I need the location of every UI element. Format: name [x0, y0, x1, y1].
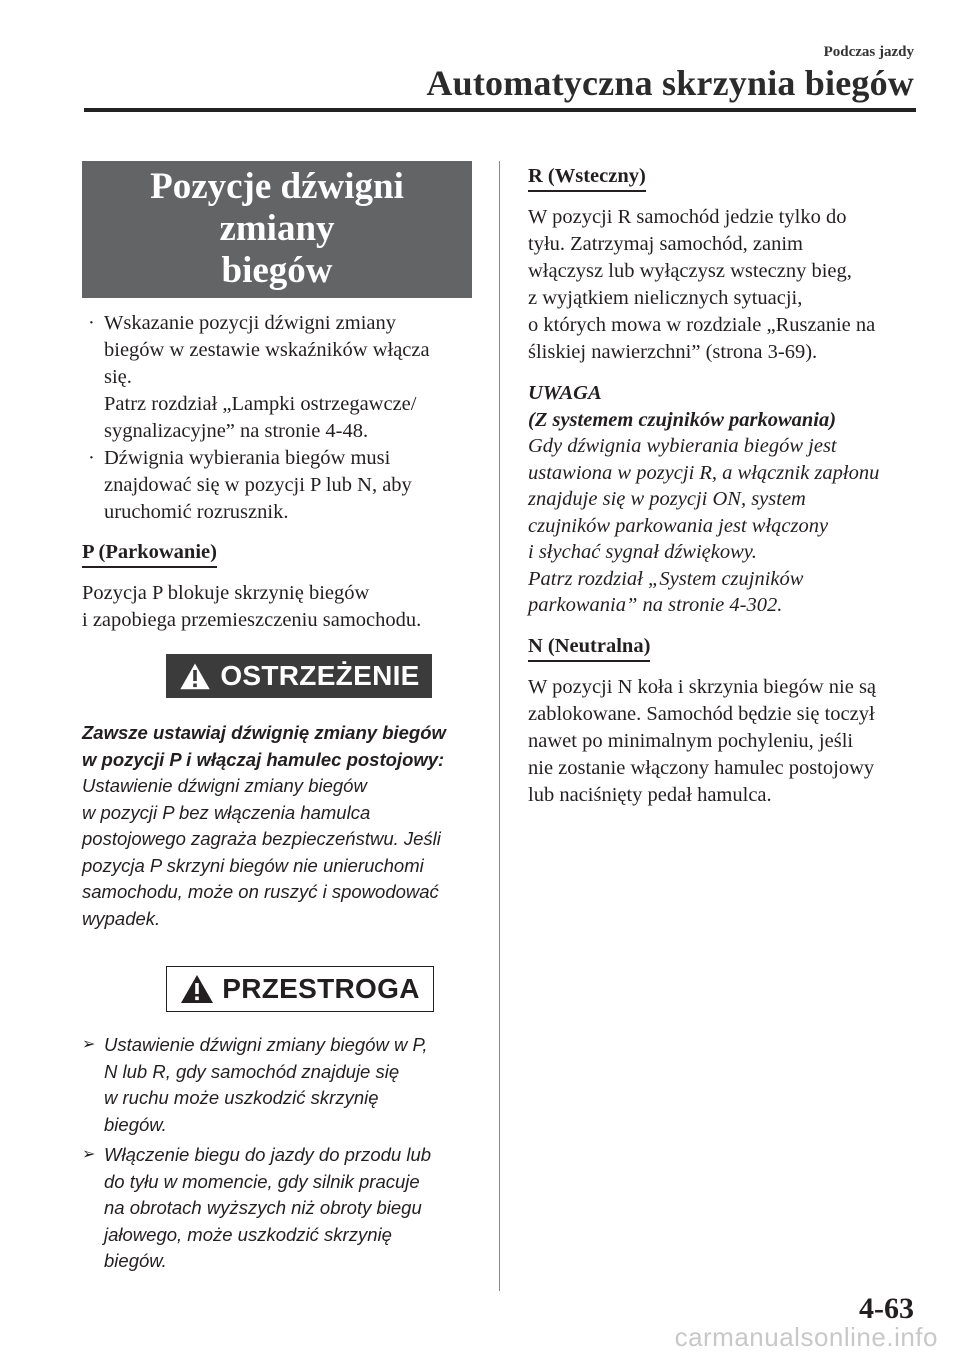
caution-item — [82, 1142, 474, 1275]
bullet-line: Dźwignia wybierania biegów musi — [104, 447, 391, 469]
warning-triangle-icon — [178, 661, 212, 691]
note-text-line: ustawiona w pozycji R, a włącznik zapłonu — [528, 461, 880, 484]
r-text-line: W pozycji R samochód jedzie tylko do — [528, 206, 847, 228]
caution-line: N lub R, gdy samochód znajduje się — [104, 1060, 400, 1082]
n-text-line: zablokowane. Samochód będzie się toczył — [528, 702, 875, 725]
n-text-line: nie zostanie włączony hamulec postojowy — [528, 756, 875, 779]
bullet-dot-icon: · — [88, 312, 95, 334]
banner-line-1: Pozycje dźwigni zmiany — [150, 166, 404, 249]
caution-label: PRZESTROGA — [222, 973, 420, 1004]
r-text-line: tyłu. Zatrzymaj samochód, zanim — [528, 233, 803, 255]
r-text-line: z wyjątkiem nielicznych sytuacji, — [528, 287, 803, 309]
caution-triangle-icon — [180, 974, 214, 1004]
left-column — [82, 161, 474, 1279]
warning-label: OSTRZEŻENIE — [220, 660, 420, 691]
warning-text-line: Ustawienie dźwigni zmiany biegów — [82, 775, 367, 796]
n-text — [528, 674, 928, 809]
caution-line: biegów. — [104, 1250, 167, 1271]
n-text-line: lub naciśnięty pedał hamulca. — [528, 783, 772, 806]
caution-line: Ustawienie dźwigni zmiany biegów w P, — [104, 1034, 428, 1055]
note-text-line: Patrz rozdział „System czujników — [528, 567, 804, 590]
warning-text-line: pozycja P skrzyni biegów nie unieruchomi — [82, 854, 424, 876]
warning-text-line: postojowego zagraża bezpieczeństwu. Jeśli — [82, 828, 441, 849]
caution-banner — [166, 966, 434, 1012]
note-text-line: Gdy dźwignia wybierania biegów jest — [528, 435, 837, 457]
n-heading: N (Neutralna) — [528, 633, 650, 662]
warning-text-line: wypadek. — [82, 907, 161, 929]
caution-line: na obrotach wyższych niż obroty biegu — [104, 1197, 422, 1218]
page-number: 4-63 — [859, 1292, 914, 1325]
watermark: carmanualsonline.info — [674, 1322, 938, 1352]
note-label: UWAGA — [528, 382, 602, 404]
p-text-line: Pozycja P blokuje skrzynię biegów — [82, 582, 370, 604]
r-text-line: śliskiej nawierzchni” (strona 3-69). — [528, 341, 818, 363]
n-text-line: W pozycji N koła i skrzynia biegów nie są — [528, 675, 877, 698]
warning-text — [82, 773, 474, 932]
note-text-line: znajduje się w pozycji ON, system — [528, 488, 806, 510]
bullet-line: się. — [104, 366, 132, 388]
caution-line: w ruchu może uszkodzić skrzynię — [104, 1087, 379, 1108]
note-text-line: parkowania” na stronie 4-302. — [528, 594, 783, 616]
note-text-line: czujników parkowania jest włączony — [528, 514, 829, 537]
header-title: Automatyczna skrzynia biegów — [426, 63, 914, 103]
bullet-line: uruchomić rozrusznik. — [104, 501, 289, 523]
banner-line-2: biegów — [221, 250, 333, 291]
caution-line: do tyłu w momencie, gdy silnik pracuje — [104, 1170, 420, 1192]
note-text — [528, 433, 928, 619]
warning-bold-line: w pozycji P i włączaj hamulec postojowy: — [82, 748, 445, 770]
r-text-line: o których mowa w rozdziale „Ruszanie na — [528, 314, 876, 336]
n-text-line: nawet po minimalnym pochyleniu, jeśli — [528, 729, 854, 752]
arrow-right-icon: ➢ — [82, 1036, 96, 1053]
bullet-list — [82, 310, 474, 526]
warning-text-line: w pozycji P bez włączenia hamulca — [82, 801, 371, 823]
caution-line: jałowego, może uszkodzić skrzynię — [104, 1223, 392, 1245]
bullet-line: sygnalizacyjne” na stronie 4-48. — [104, 420, 369, 442]
r-text — [528, 204, 928, 366]
r-heading: R (Wsteczny) — [528, 163, 646, 192]
arrow-right-icon: ➢ — [82, 1146, 96, 1163]
r-text-line: włączysz lub wyłączysz wsteczny bieg, — [528, 260, 852, 282]
warning-text-line: samochodu, może on ruszyć i spowodować — [82, 881, 439, 902]
bullet-item — [82, 445, 474, 526]
p-text — [82, 580, 474, 634]
bullet-line: Patrz rozdział „Lampki ostrzegawcze/ — [104, 393, 417, 415]
bullet-item — [82, 310, 474, 445]
bullet-line: Wskazanie pozycji dźwigni zmiany — [104, 312, 397, 334]
caution-list — [82, 1032, 474, 1275]
warning-bold-text — [82, 720, 474, 773]
section-banner — [82, 161, 472, 298]
note-condition: (Z systemem czujników parkowania) — [528, 408, 837, 431]
caution-item — [82, 1032, 474, 1138]
bullet-line: znajdować się w pozycji P lub N, aby — [104, 474, 412, 496]
header-rule — [84, 108, 916, 112]
note-text-line: i słychać sygnał dźwiękowy. — [528, 541, 757, 563]
p-heading: P (Parkowanie) — [82, 539, 217, 568]
header-section: Podczas jazdy — [823, 44, 914, 60]
warning-banner — [166, 654, 432, 698]
caution-line: Włączenie biegu do jazdy do przodu lub — [104, 1144, 432, 1165]
caution-line: biegów. — [104, 1113, 167, 1135]
bullet-dot-icon: · — [88, 447, 95, 469]
warning-bold-line: Zawsze ustawiaj dźwignię zmiany biegów — [82, 722, 446, 743]
bullet-line: biegów w zestawie wskaźników włącza — [104, 339, 430, 361]
column-divider — [499, 161, 500, 1291]
p-text-line: i zapobiega przemieszczeniu samochodu. — [82, 609, 422, 631]
right-column — [528, 161, 928, 809]
